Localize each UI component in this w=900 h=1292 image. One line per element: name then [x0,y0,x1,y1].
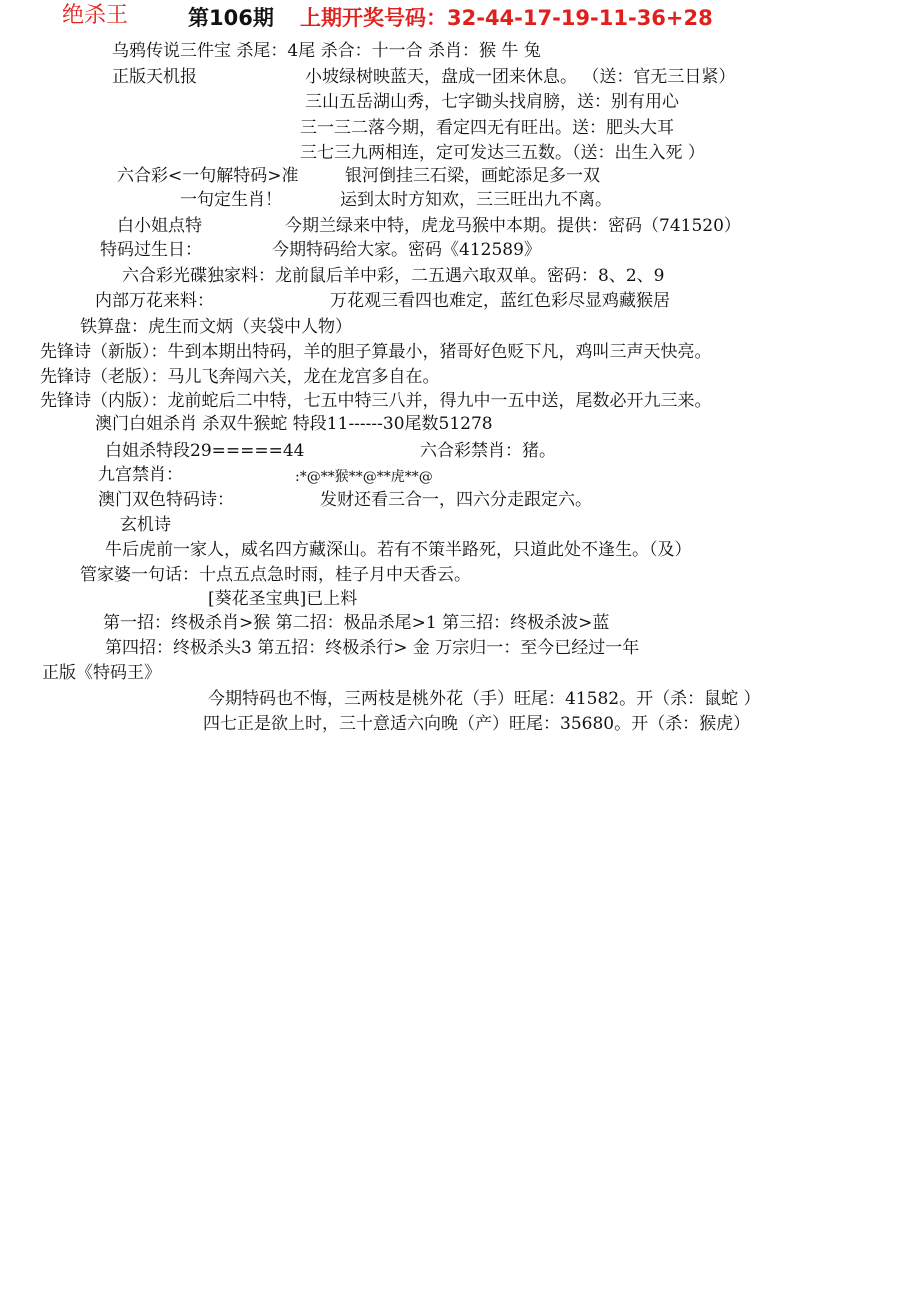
line-xuanji-poem: 牛后虎前一家人，威名四方藏深山。若有不策半路死，只道此处不逢生。（及） [105,540,692,560]
line-wanhua-text: 万花观三看四也难定，蓝红色彩尽显鸡藏猴居 [330,291,670,311]
brand-title: 绝杀王 [62,3,129,28]
line-poem-inner: 先锋诗（内版）：龙前蛇后二中特，七五中特三八并，得九中一五中送，尾数必开九三来。 [40,391,712,411]
line-nine-palace-text: :*@**猴**@**虎**@ [295,469,433,485]
line-tema-wang-title: 正版《特码王》 [42,663,161,683]
line-baixiaojie-label: 白小姐点特 [117,216,202,236]
line-one-sentence-label: 六合彩<一句解特码>准 [117,166,299,186]
line-cd-exclusive: 六合彩光碟独家料：龙前鼠后羊中彩，二五遇六取双单。密码：8、2、9 [122,266,665,286]
line-macau-poem-label: 澳门双色特码诗： [98,490,234,510]
issue-number: 第106期 [188,6,274,30]
line-wanhua-label: 内部万花来料： [95,291,214,311]
line-poem-new: 先锋诗（新版）：牛到本期出特码，羊的胆子算最小，猪哥好色贬下凡，鸡叫三声天快亮。 [40,342,712,362]
line-one-sentence-text: 银河倒挂三石梁，画蛇添足多一双 [345,166,600,186]
line-kill-segment: 白姐杀特段29=====44 [105,441,305,461]
line-macau-kill: 澳门白姐杀肖 杀双牛猴蛇 特段11------30尾数51278 [95,414,493,434]
line-crow-legend: 乌鸦传说三件宝 杀尾：4尾 杀合：十一合 杀肖：猴 牛 兔 [112,41,541,61]
line-tianji-2: 三山五岳湖山秀，七字锄头找肩膀，送：别有用心 [305,92,679,112]
line-tianji-3: 三一三二落今期，看定四无有旺出。送：肥头大耳 [300,118,674,138]
line-poem-old: 先锋诗（老版）：马儿飞奔闯六关，龙在龙宫多自在。 [40,367,440,387]
line-zodiac-label: 一句定生肖！ [180,190,282,210]
line-birthday-text: 今期特码给大家。密码《412589》 [272,240,541,260]
line-moves-1: 第一招：终极杀肖>猴 第二招：极品杀尾>1 第三招：终极杀波>蓝 [103,613,610,633]
line-tema-wang-1: 今期特码也不悔，三两枝是桃外花（手）旺尾：41582。开（杀：鼠蛇 ） [208,689,761,709]
line-tema-wang-2: 四七正是欲上时，三十意适六向晚（产）旺尾：35680。开（杀：猴虎） [203,714,751,734]
line-zodiac-text: 运到太时方知欢，三三旺出九不离。 [340,190,612,210]
line-baixiaojie-text: 今期兰绿来中特，虎龙马猴中本期。提供：密码（741520） [285,216,741,236]
line-guanjiapo: 管家婆一句话：十点五点急时雨，桂子月中天香云。 [80,565,471,585]
line-tianji-1: 小坡绿树映蓝天，盘成一团来休息。 （送：官无三日紧） [305,67,736,87]
line-tianji-label: 正版天机报 [112,67,197,87]
line-moves-2: 第四招：终极杀头3 第五招：终极杀行> 金 万宗归一：至今已经过一年 [105,638,640,658]
last-draw-result: 上期开奖号码：32-44-17-19-11-36+28 [300,6,713,30]
line-tiesuanpan: 铁算盘：虎生而文炳（夹袋中人物） [80,317,352,337]
line-kuihua-title: [葵花圣宝典]已上料 [208,589,358,609]
line-macau-poem-text: 发财还看三合一，四六分走跟定六。 [320,490,592,510]
line-forbidden-zodiac: 六合彩禁肖：猪。 [420,441,556,461]
line-nine-palace-label: 九宫禁肖： [98,465,183,485]
line-birthday-label: 特码过生日： [100,240,202,260]
line-tianji-4: 三七三九两相连，定可发达三五数。（送：出生入死 ） [300,143,705,163]
line-xuanji-title: 玄机诗 [120,515,171,535]
